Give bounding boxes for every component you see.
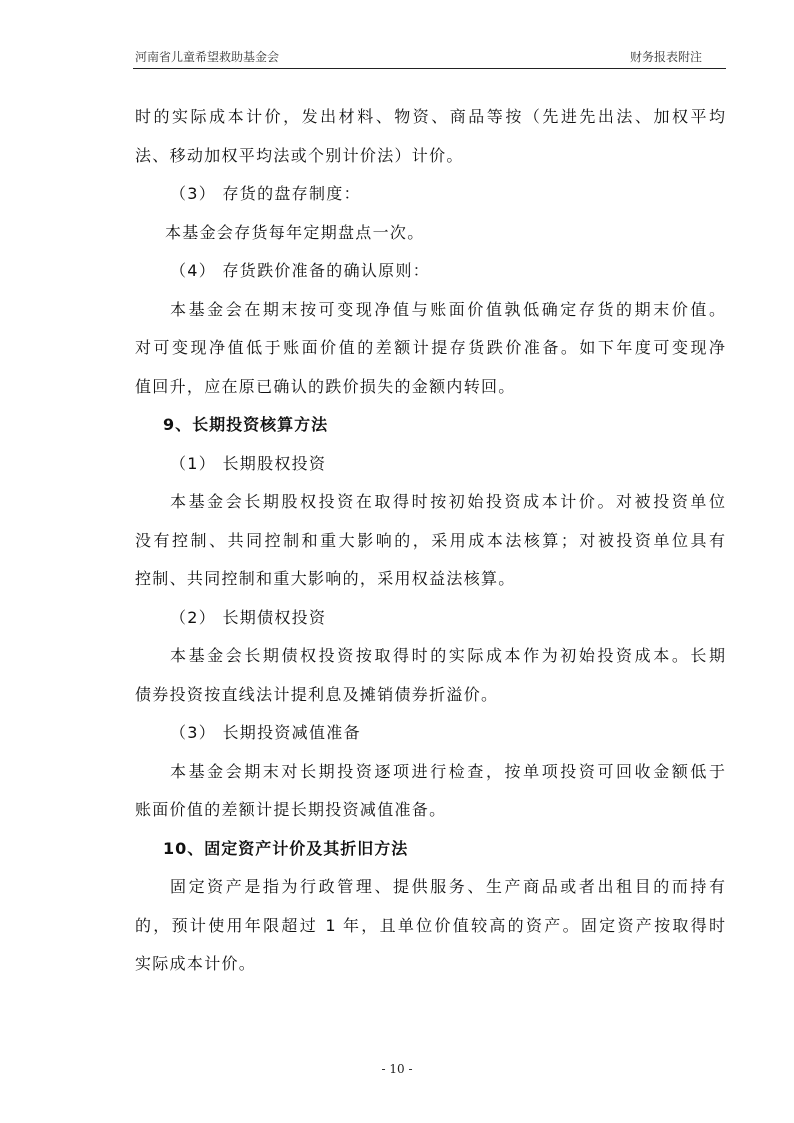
body-text-line: 本基金会期末对长期投资逐项进行检查，按单项投资可回收金额低于 — [170, 761, 725, 781]
subsection-label: （2） 长期债权投资 — [170, 607, 327, 627]
header-divider — [133, 68, 726, 69]
body-text-line: 本基金会在期末按可变现净值与账面价值孰低确定存货的期末价值。 — [170, 299, 725, 319]
body-text-line: 时的实际成本计价，发出材料、物资、商品等按（先进先出法、加权平均 — [135, 107, 725, 126]
section-heading: 10、固定资产计价及其折旧方法 — [163, 838, 409, 858]
header-organization: 河南省儿童希望救助基金会 — [135, 50, 280, 64]
body-text-line: 账面价值的差额计提长期投资减值准备。 — [135, 800, 447, 819]
subsection-label: （1） 长期股权投资 — [170, 453, 327, 473]
body-text-line: 固定资产是指为行政管理、提供服务、生产商品或者出租目的而持有 — [170, 877, 725, 896]
body-text-line: 本基金会存货每年定期盘点一次。 — [165, 222, 425, 242]
page-number: - 10 - — [381, 1062, 413, 1076]
body-text-line: 本基金会长期股权投资在取得时按初始投资成本计价。对被投资单位 — [170, 492, 725, 511]
header-section-title: 财务报表附注 — [629, 50, 702, 64]
subsection-label: （4） 存货跌价准备的确认原则： — [170, 261, 431, 280]
body-text-line: 控制、共同控制和重大影响的，采用权益法核算。 — [135, 569, 516, 588]
page-header — [133, 48, 726, 66]
section-heading: 9、长期投资核算方法 — [163, 415, 329, 434]
body-text-line: 对可变现净值低于账面价值的差额计提存货跌价准备。如下年度可变现净 — [135, 338, 725, 357]
body-text-line: 实际成本计价。 — [135, 954, 257, 973]
subsection-label: （3） 长期投资减值准备 — [170, 723, 361, 742]
body-text-line: 值回升，应在原已确认的跌价损失的金额内转回。 — [135, 376, 516, 396]
document-body — [135, 98, 725, 984]
body-text-line: 没有控制、共同控制和重大影响的，采用成本法核算；对被投资单位具有 — [135, 530, 725, 550]
body-text-line: 的，预计使用年限超过 1 年，且单位价值较高的资产。固定资产按取得时 — [135, 915, 725, 935]
body-text-line: 债券投资按直线法计提利息及摊销债券折溢价。 — [135, 684, 499, 704]
body-text-line: 法、移动加权平均法或个别计价法）计价。 — [135, 145, 464, 165]
body-text-line: 本基金会长期债权投资按取得时的实际成本作为初始投资成本。长期 — [170, 646, 725, 665]
subsection-label: （3） 存货的盘存制度： — [170, 184, 361, 203]
